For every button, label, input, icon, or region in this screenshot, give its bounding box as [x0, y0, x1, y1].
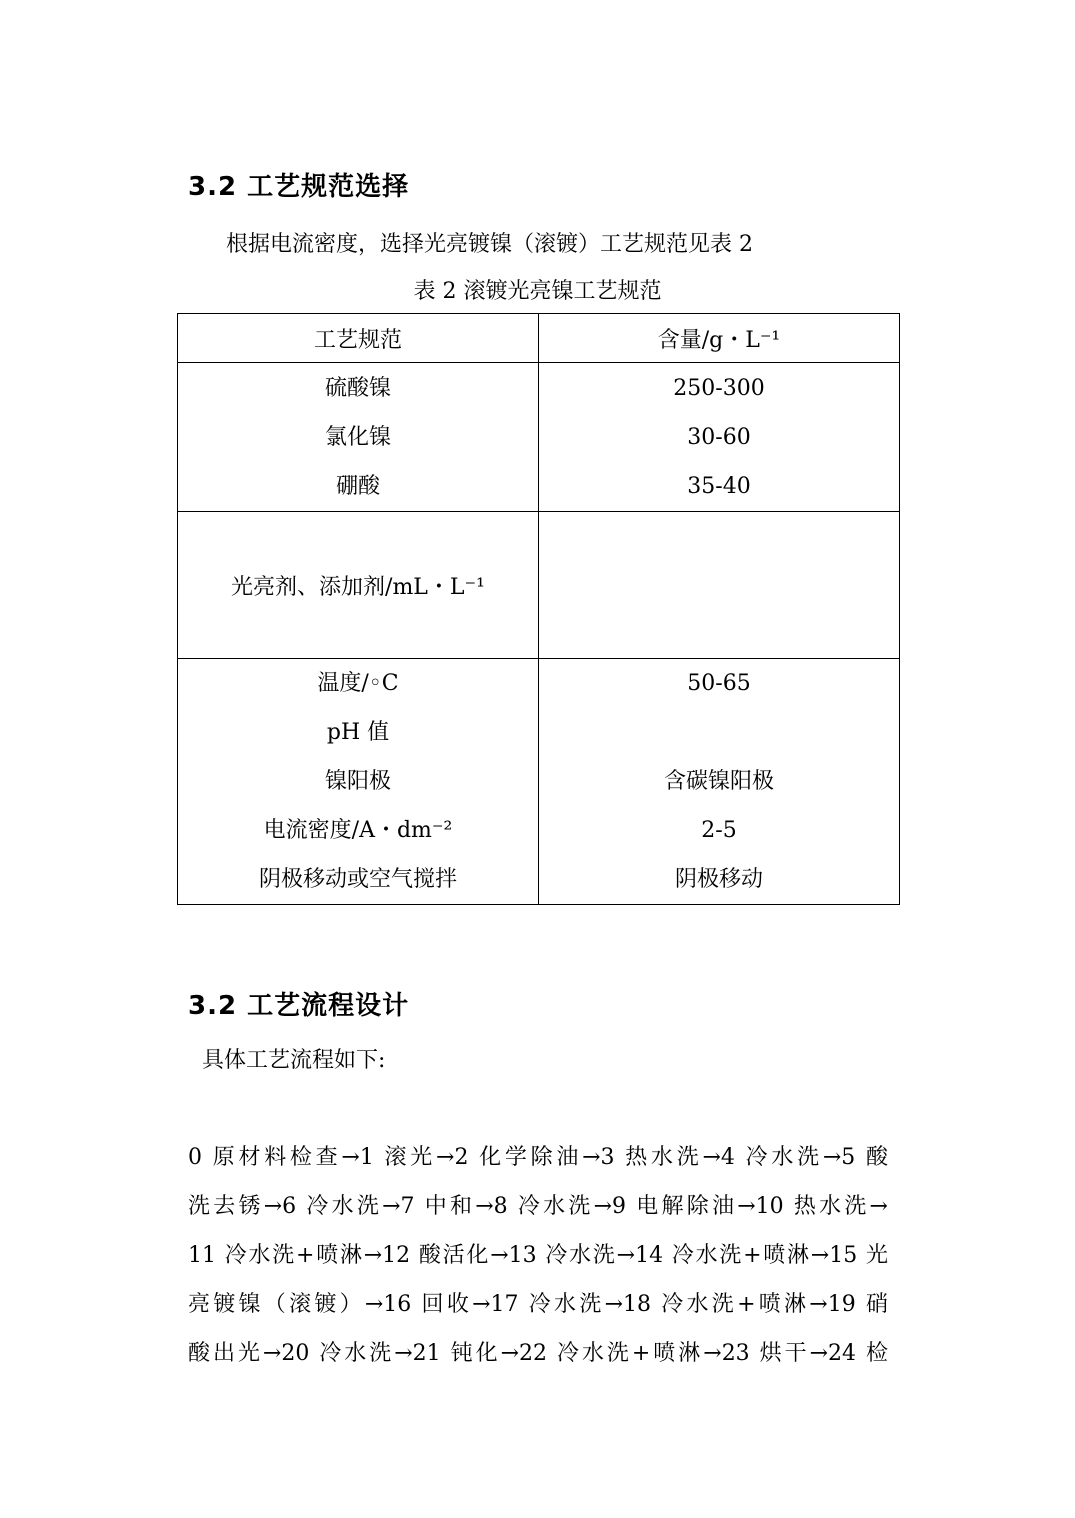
- spec-value: 2-5: [701, 818, 737, 843]
- process-spec-table: [177, 313, 900, 905]
- spec-values-cell: [539, 659, 900, 905]
- spec-name: 光亮剂、添加剂/mL・L⁻¹: [178, 512, 539, 659]
- spec-value: 含碳镍阳极: [663, 769, 774, 794]
- spec-name: 电流密度/A・dm⁻²: [263, 818, 453, 843]
- spec-value: 30-60: [687, 425, 751, 450]
- spec-name: 硫酸镍: [324, 376, 391, 401]
- spec-name: 氯化镍: [324, 425, 391, 450]
- spec-values-cell: [539, 363, 900, 512]
- section-heading-spec: 3.2 工艺规范选择: [188, 172, 410, 202]
- spec-names-cell: [178, 659, 539, 905]
- header-spec: 工艺规范: [178, 314, 539, 363]
- spec-name: 阴极移动或空气搅拌: [258, 867, 457, 892]
- section-heading-flow: 3.2 工艺流程设计: [188, 991, 410, 1021]
- table-header-row: [178, 314, 900, 363]
- spec-value: [539, 512, 900, 659]
- spec-value: 250-300: [673, 376, 765, 401]
- flow-line: 0 原材料检查→1 滚光→2 化学除油→3 热水洗→4 冷水洗→5 酸: [188, 1145, 888, 1170]
- spec-name: pH 值: [326, 720, 390, 745]
- spec-name: 硼酸: [335, 474, 380, 499]
- spec-name: 镍阳极: [324, 769, 391, 794]
- flow-intro: 具体工艺流程如下:: [202, 1048, 386, 1073]
- table-caption: 表 2 滚镀光亮镍工艺规范: [413, 279, 662, 304]
- process-flow-text: [188, 1133, 888, 1378]
- spec-value: [539, 708, 899, 757]
- table-row: [178, 659, 900, 905]
- table-row: [178, 363, 900, 512]
- intro-paragraph: 根据电流密度，选择光亮镀镍（滚镀）工艺规范见表 2: [226, 232, 753, 257]
- spec-value: 50-65: [687, 671, 751, 696]
- flow-line: 11 冷水洗+喷淋→12 酸活化→13 冷水洗→14 冷水洗+喷淋→15 光: [188, 1243, 888, 1268]
- spec-value: 35-40: [687, 474, 751, 499]
- spec-name: 温度/◦C: [317, 671, 399, 696]
- table-row: [178, 512, 900, 659]
- spec-value: 阴极移动: [674, 867, 763, 892]
- flow-line: 亮镀镍（滚镀）→16 回收→17 冷水洗→18 冷水洗+喷淋→19 硝: [188, 1292, 888, 1317]
- flow-line: 酸出光→20 冷水洗→21 钝化→22 冷水洗+喷淋→23 烘干→24 检: [188, 1341, 888, 1366]
- spec-names-cell: [178, 363, 539, 512]
- header-content: 含量/g・L⁻¹: [539, 314, 900, 363]
- flow-line: 洗去锈→6 冷水洗→7 中和→8 冷水洗→9 电解除油→10 热水洗→: [188, 1194, 888, 1219]
